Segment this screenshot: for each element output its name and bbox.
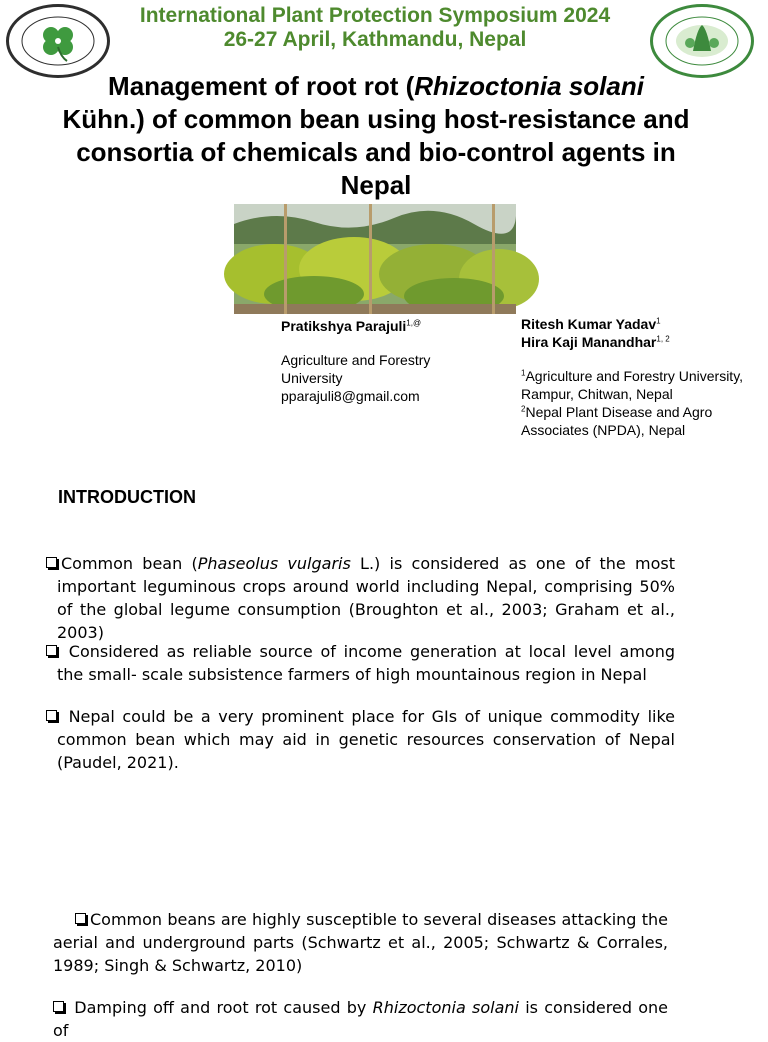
bullet-paragraph-3: Nepal could be a very prominent place for GIs of unique commodity like common bean which may aid in genetic resources conservation of Nepal (Paudel, 2021). (46, 705, 675, 774)
section-heading: INTRODUCTION (58, 487, 196, 507)
checkbox-bullet-icon (46, 645, 57, 656)
symposium-title: International Plant Protection Symposium 2024 (139, 4, 611, 27)
author-block-right: Ritesh Kumar Yadav$^1$ Hira Kaji Manandhar$^{1, 2}$ $^1$Agriculture and Forestry University, Rampur, Chitwan, Nepal $^2$Nepal Plant Disease and Agro Associates (NPDA), Nepal (521, 315, 761, 433)
symposium-dates: 26-27 April, Kathmandu, Nepal (223, 28, 527, 51)
checkbox-bullet-icon (75, 913, 86, 924)
society-logo (650, 4, 754, 78)
checkbox-bullet-icon (46, 557, 57, 568)
university-logo (6, 4, 110, 78)
checkbox-bullet-icon (46, 710, 57, 721)
title-species: Rhizoctonia solani (414, 71, 644, 101)
poster-title: Management of root rot (Rhizoctonia solani Kühn.) of common bean using host-resistance and consortia of chemicals and bio-control agents in Nepal (62, 71, 690, 200)
bullet-paragraph-4: Common beans are highly susceptible to several diseases attacking the aerial and underground parts (Schwartz et al., 2005; Schwartz & Corrales, 1989; Singh & Schwartz, 2010) (53, 910, 668, 975)
author-affiliation: Agriculture and Forestry (281, 352, 431, 368)
bullet-paragraph-2: Considered as reliable source of income generation at local level among the small- scale subsistence farmers of high mountainous region in Nepal (46, 640, 675, 686)
bullet-paragraph-1: Common bean (Phaseolus vulgaris L.) is considered as one of the most important leguminous crops around world including Nepal, comprising 50% of the global legume consumption (Broughton et al., 2003; Graham et al., 2003) (46, 552, 675, 644)
bean-field-photo (234, 204, 516, 314)
checkbox-bullet-icon (53, 1001, 64, 1012)
affiliation-2: $^2$Nepal Plant Disease and Agro (521, 404, 713, 420)
author-block-left: Pratikshya Parajuli$^{1,@}$ Agriculture and Forestry University pparajuli8@gmail.com (281, 317, 481, 405)
coauthor-name-1: Ritesh Kumar Yadav (521, 316, 657, 332)
author-email: pparajuli8@gmail.com (281, 388, 420, 404)
author-name: Pratikshya Parajuli (281, 318, 407, 334)
four-leaf-clover-seal-icon (9, 7, 107, 75)
bullet-paragraph-5: Damping off and root rot caused by Rhizoctonia solani is considered one of (53, 998, 669, 1040)
coauthor-name-2: Hira Kaji Manandhar (521, 334, 657, 350)
affiliation-1: $^1$Agriculture and Forestry University, (521, 368, 744, 384)
ppsn-seal-icon (653, 7, 751, 75)
